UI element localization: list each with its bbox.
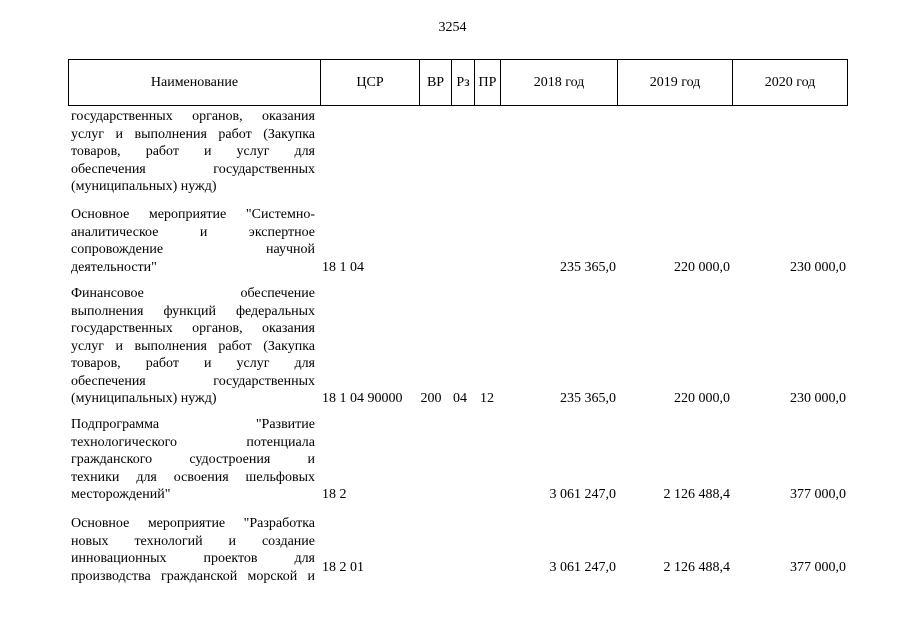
- row-name-line: инновационных проектов для: [71, 551, 315, 566]
- row-name-line: гражданского судостроения и: [71, 452, 315, 467]
- row-name-line: обеспечения государственных: [71, 161, 315, 177]
- row-value-2019: 2 126 488,4: [663, 560, 730, 575]
- row-value-2019: 2 126 488,4: [663, 487, 730, 502]
- header-2019: 2019 год: [649, 74, 701, 90]
- row-value-2018: 235 365,0: [560, 259, 616, 275]
- row-name-line: услуг и выполнения работ (Закупка: [71, 126, 315, 142]
- row-value-2020: 230 000,0: [790, 259, 846, 275]
- row-value-2018: 3 061 247,0: [549, 560, 616, 575]
- row-name-line: выполнения функций федеральных: [71, 303, 315, 319]
- row-name: [71, 515, 315, 585]
- row-rz: 04: [453, 391, 467, 406]
- row-name-line: деятельности": [71, 259, 157, 275]
- header-vr: ВР: [426, 74, 445, 90]
- row-value-2018: 3 061 247,0: [549, 487, 616, 502]
- row-name-line: Подпрограмма "Развитие: [71, 417, 315, 432]
- row-name-line: (муниципальных) нужд): [71, 391, 217, 406]
- row-name-line: технологического потенциала: [71, 434, 315, 450]
- row-pr: 12: [480, 391, 494, 406]
- table-header: [68, 59, 848, 106]
- row-name-line: производства гражданской морской и: [71, 568, 315, 584]
- row-value-2018: 235 365,0: [560, 391, 616, 406]
- header-2020: 2020 год: [764, 74, 816, 90]
- row-name-line: Основное мероприятие "Разработка: [71, 516, 315, 531]
- row-csr: 18 2: [322, 487, 347, 502]
- row-name-line: новых технологий и создание: [71, 533, 315, 549]
- row-name-line: месторождений": [71, 487, 171, 502]
- header-2018: 2018 год: [533, 74, 585, 90]
- row-name-line: товаров, работ и услуг для: [71, 356, 315, 371]
- row-name-line: услуг и выполнения работ (Закупка: [71, 338, 315, 354]
- row-value-2020: 377 000,0: [790, 487, 846, 502]
- row-name-line: государственных органов, оказания: [71, 321, 315, 336]
- row-name-line: товаров, работ и услуг для: [71, 144, 315, 159]
- row-value-2020: 230 000,0: [790, 391, 846, 406]
- row-name-line: обеспечения государственных: [71, 373, 315, 389]
- page-number: 3254: [438, 20, 467, 35]
- header-rz: Рз: [456, 74, 470, 90]
- row-name-line: аналитическое и экспертное: [71, 224, 315, 240]
- row-name-line: техники для освоения шельфовых: [71, 469, 315, 485]
- row-name: [71, 108, 315, 196]
- row-vr: 200: [420, 391, 442, 406]
- row-name-line: (муниципальных) нужд): [71, 179, 217, 194]
- row-name: [71, 416, 315, 504]
- row-name-line: государственных органов, оказания: [71, 109, 315, 124]
- row-name-line: Финансовое обеспечение: [71, 286, 315, 301]
- header-csr: ЦСР: [356, 74, 384, 90]
- row-value-2019: 220 000,0: [674, 391, 730, 406]
- row-value-2019: 220 000,0: [674, 259, 730, 275]
- row-csr: 18 1 04: [322, 259, 364, 275]
- row-name: [71, 285, 315, 408]
- header-name: Наименование: [150, 74, 239, 90]
- header-pr: ПР: [478, 74, 497, 90]
- row-name: [71, 206, 315, 276]
- row-csr: 18 2 01: [322, 560, 364, 575]
- row-name-line: Основное мероприятие "Системно-: [71, 207, 315, 222]
- row-value-2020: 377 000,0: [790, 560, 846, 575]
- row-csr: 18 1 04 90000: [322, 391, 403, 406]
- row-name-line: сопровождение научной: [71, 242, 315, 257]
